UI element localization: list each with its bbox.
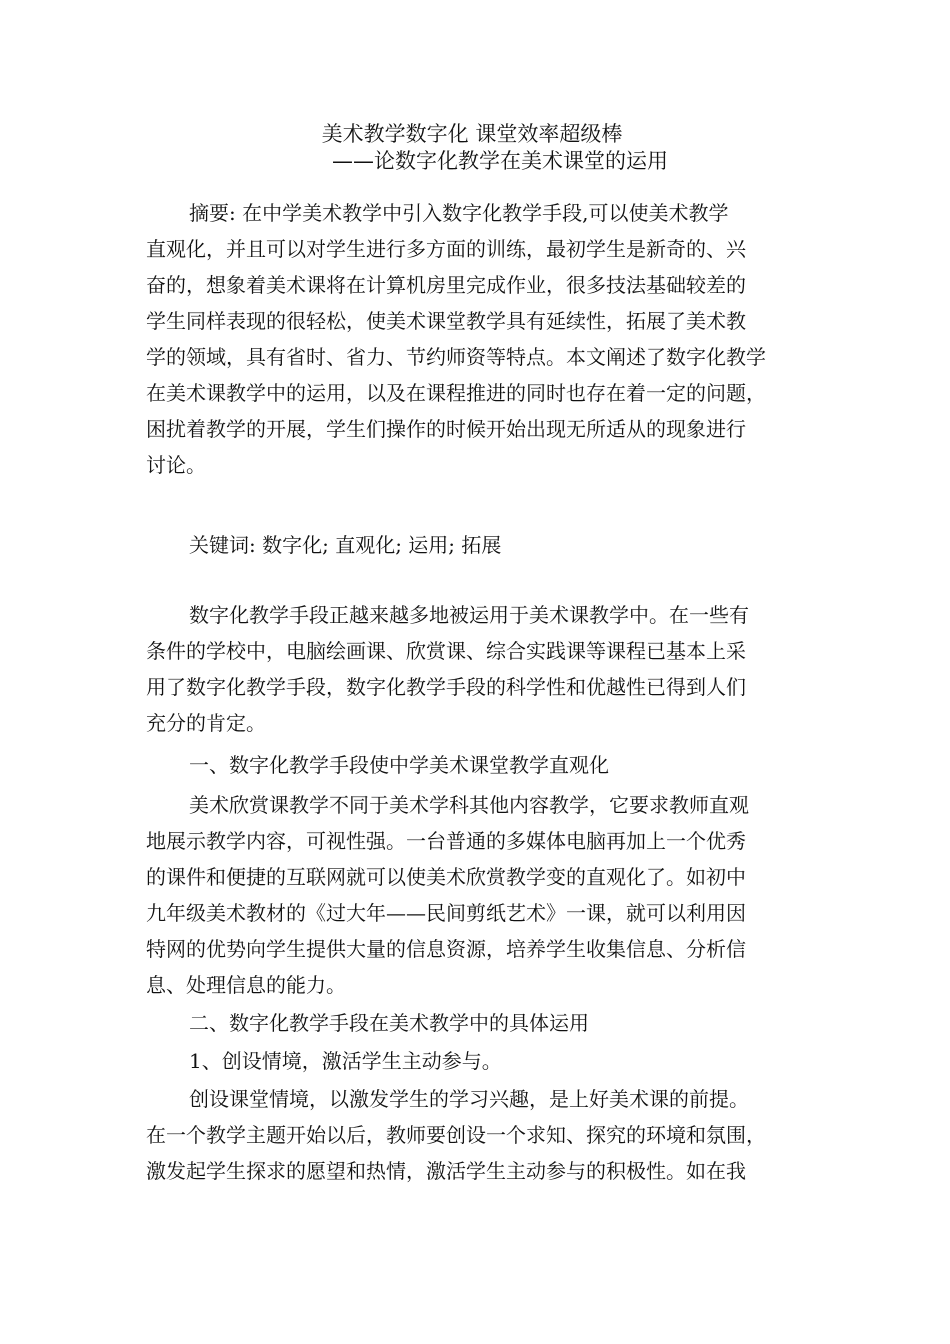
body-line: 的课件和便捷的互联网就可以使美术欣赏教学变的直观化了。如初中 [146, 865, 746, 889]
body-line: 九年级美术教材的《过大年——民间剪纸艺术》一课，就可以利用因 [146, 901, 746, 925]
keywords-line: 关键词: 数字化; 直观化; 运用; 拓展 [189, 533, 502, 557]
abstract-line: 摘要: 在中学美术教学中引入数字化教学手段,可以使美术教学 [189, 201, 729, 225]
body-line: 在一个教学主题开始以后，教师要创设一个求知、探究的环境和氛围， [146, 1123, 766, 1147]
body-line: 创设课堂情境，以激发学生的学习兴趣，是上好美术课的前提。 [189, 1087, 749, 1111]
document-title: 美术教学数字化 课堂效率超级棒 [321, 122, 623, 146]
abstract-line: 学的领域，具有省时、省力、节约师资等特点。本文阐述了数字化教学 [146, 345, 766, 369]
abstract-line: 奋的，想象着美术课将在计算机房里完成作业，很多技法基础较差的 [146, 273, 746, 297]
body-line: 特网的优势向学生提供大量的信息资源，培养学生收集信息、分析信 [146, 937, 746, 961]
body-line: 充分的肯定。 [146, 711, 266, 735]
body-line: 息、处理信息的能力。 [146, 973, 346, 997]
section-heading: 二、数字化教学手段在美术教学中的具体运用 [189, 1011, 589, 1035]
abstract-line: 在美术课教学中的运用，以及在课程推进的同时也存在着一定的问题， [146, 381, 766, 405]
abstract-line: 学生同样表现的很轻松，使美术课堂教学具有延续性，拓展了美术教 [146, 309, 746, 333]
body-line: 数字化教学手段正越来越多地被运用于美术课教学中。在一些有 [189, 603, 749, 627]
body-line: 激发起学生探求的愿望和热情，激活学生主动参与的积极性。如在我 [146, 1159, 746, 1183]
body-line: 地展示教学内容，可视性强。一台普通的多媒体电脑再加上一个优秀 [146, 829, 746, 853]
abstract-line: 讨论。 [146, 453, 206, 477]
abstract-line: 困扰着教学的开展，学生们操作的时候开始出现无所适从的现象进行 [146, 417, 746, 441]
body-line: 美术欣赏课教学不同于美术学科其他内容教学，它要求教师直观 [189, 793, 749, 817]
body-line: 用了数字化教学手段，数字化教学手段的科学性和优越性已得到人们 [146, 675, 746, 699]
subsection-heading: 1、创设情境，激活学生主动参与。 [189, 1049, 502, 1073]
abstract-line: 直观化，并且可以对学生进行多方面的训练，最初学生是新奇的、兴 [146, 237, 746, 261]
document-subtitle: ——论数字化教学在美术课堂的运用 [332, 149, 668, 173]
section-heading: 一、数字化教学手段使中学美术课堂教学直观化 [189, 753, 609, 777]
body-line: 条件的学校中，电脑绘画课、欣赏课、综合实践课等课程已基本上采 [146, 639, 746, 663]
